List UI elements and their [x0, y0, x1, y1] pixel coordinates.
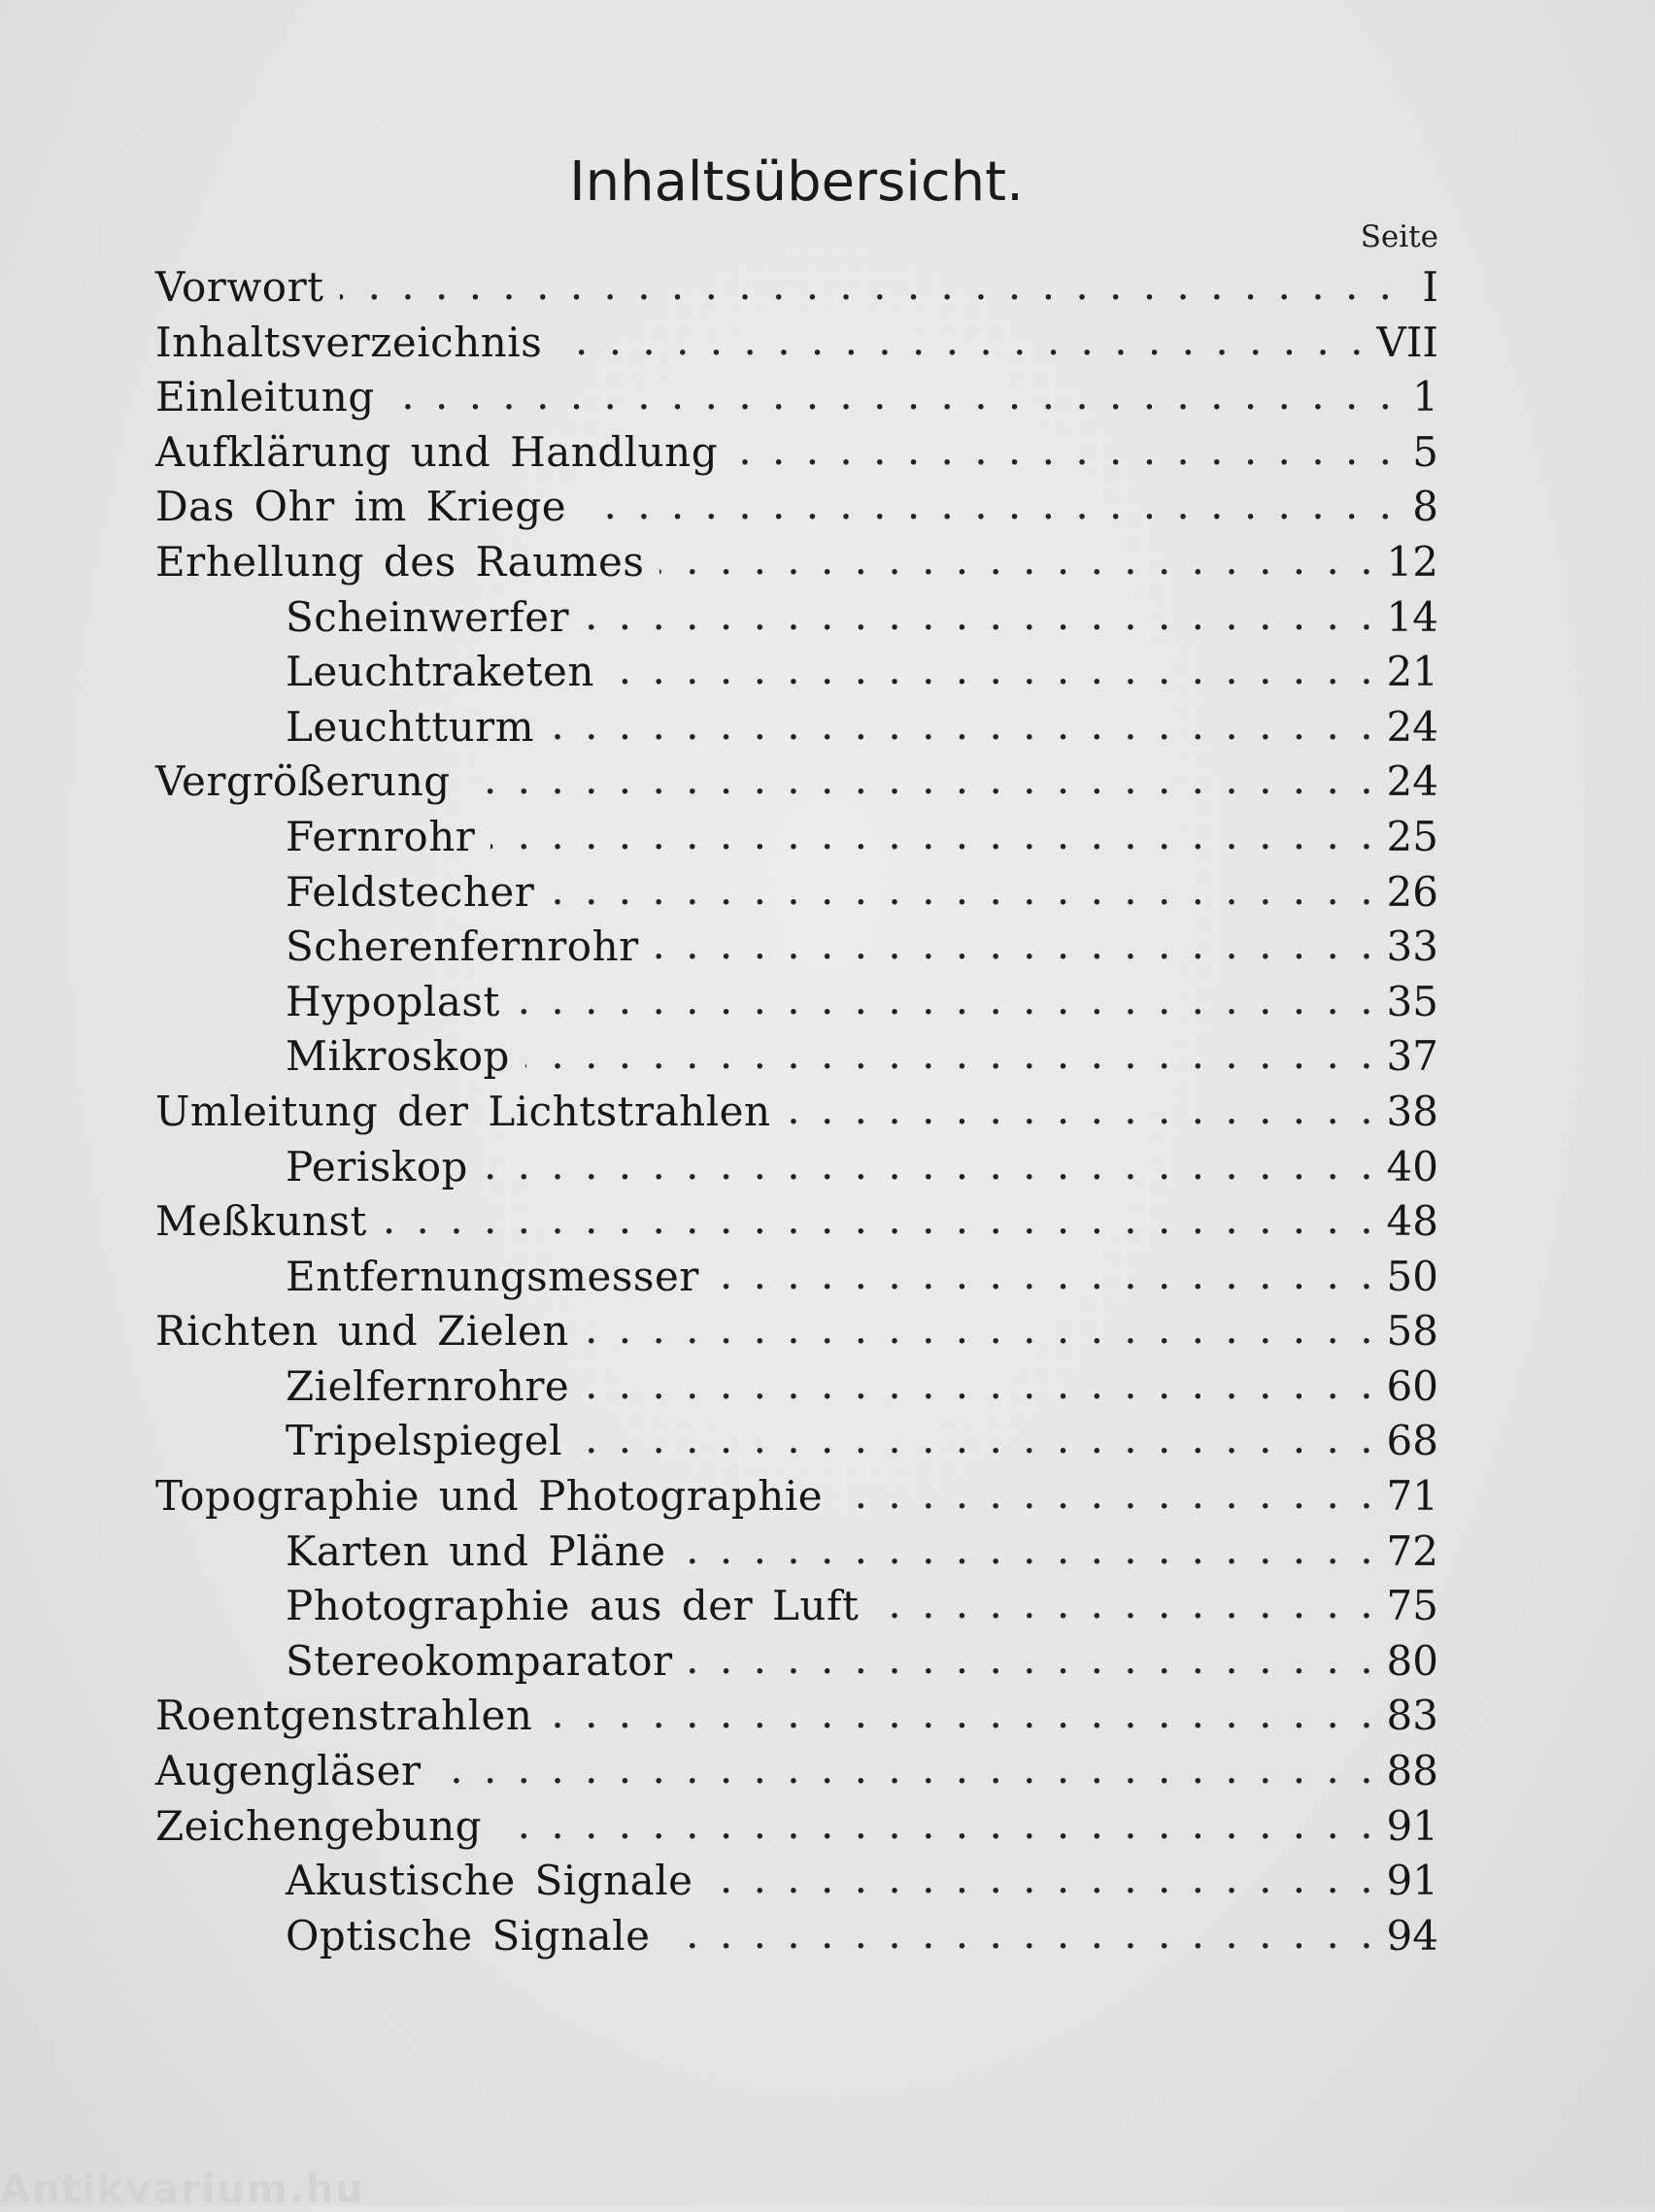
dot-leader — [787, 1083, 1377, 1138]
dot-leader — [655, 918, 1377, 973]
toc-entry-label: Stereokomparator — [286, 1636, 673, 1685]
toc-subentry — [155, 1140, 1438, 1195]
toc-entry — [155, 754, 1438, 810]
toc-entry-page: 5 — [1412, 427, 1438, 476]
dot-leader — [659, 533, 1376, 588]
toc-entry-label: Aufklärung und Handlung — [155, 427, 719, 476]
toc-entry-page: I — [1422, 263, 1438, 311]
toc-entry-page: 25 — [1386, 812, 1438, 860]
dot-leader — [550, 863, 1376, 919]
toc-entry-label: Leuchtturm — [286, 702, 535, 751]
toc-subentry — [155, 920, 1438, 975]
toc-entry-label: Vergrößerung — [155, 757, 451, 806]
toc-entry-label: Einleitung — [155, 373, 375, 421]
dot-leader — [610, 643, 1377, 698]
dot-leader — [582, 478, 1396, 533]
toc-entry-label: Photographie aus der Luft — [286, 1582, 860, 1630]
toc-entry — [155, 1799, 1438, 1855]
dot-leader — [665, 1907, 1376, 1962]
toc-entry-label: Scheinwerfer — [286, 592, 570, 641]
toc-entry-label: Entfernungsmesser — [286, 1252, 699, 1300]
toc-entry-label: Vorwort — [155, 263, 324, 311]
toc-subentry — [155, 1634, 1438, 1690]
toc-entry-label: Karten und Pläne — [286, 1526, 666, 1575]
toc-entry — [155, 535, 1438, 590]
dot-leader — [550, 698, 1376, 754]
toc-subentry — [155, 700, 1438, 755]
toc-entry-page: 71 — [1386, 1472, 1438, 1521]
toc-entry-page: 88 — [1386, 1747, 1438, 1795]
dot-leader — [585, 1302, 1377, 1357]
toc-entry-page: VII — [1376, 318, 1438, 366]
dot-leader — [340, 258, 1396, 314]
toc-entry-label: Akustische Signale — [286, 1857, 693, 1905]
toc-entry-page: 26 — [1386, 867, 1438, 916]
toc-entry — [155, 1304, 1438, 1359]
toc-subentry — [155, 810, 1438, 865]
toc-entry-label: Tripelspiegel — [286, 1417, 563, 1465]
toc-entry — [155, 1469, 1438, 1525]
toc-entry-label: Optische Signale — [286, 1911, 651, 1960]
dot-leader — [490, 808, 1376, 863]
toc-entry-label: Topographie und Photographie — [155, 1472, 824, 1521]
dot-leader — [557, 314, 1367, 369]
dot-leader — [497, 1797, 1376, 1853]
toc-entry-page: 21 — [1386, 648, 1438, 696]
dot-leader — [715, 1248, 1377, 1303]
toc-subentry — [155, 590, 1438, 646]
dot-leader — [709, 1852, 1377, 1907]
toc-entry-page: 91 — [1386, 1857, 1438, 1905]
toc-entry-page: 48 — [1386, 1197, 1438, 1246]
toc-entry-page: 58 — [1386, 1307, 1438, 1356]
toc-entry-page: 1 — [1412, 373, 1438, 421]
toc-entry — [155, 1085, 1438, 1140]
toc-entry-page: 40 — [1386, 1142, 1438, 1190]
toc-entry-label: Zeichengebung — [155, 1801, 483, 1850]
dot-leader — [689, 1632, 1377, 1688]
toc-entry-label: Augengläser — [155, 1747, 422, 1795]
toc-entry-page: 50 — [1386, 1252, 1438, 1300]
toc-entry — [155, 1689, 1438, 1744]
toc-entry-page: 72 — [1386, 1526, 1438, 1575]
toc-entry-page: 33 — [1386, 922, 1438, 971]
toc-entry — [155, 1194, 1438, 1250]
toc-entry-label: Erhellung des Raumes — [155, 537, 645, 586]
toc-entry — [155, 1744, 1438, 1799]
toc-subentry — [155, 1525, 1438, 1580]
toc-entry-label: Hypoplast — [286, 977, 500, 1025]
toc-entry-page: 91 — [1386, 1801, 1438, 1850]
toc-subentry — [155, 975, 1438, 1030]
dot-leader — [383, 1192, 1377, 1248]
toc-entry-page: 24 — [1386, 757, 1438, 806]
page-column-header: Seite — [1360, 219, 1438, 254]
toc-subentry — [155, 1250, 1438, 1305]
toc-entry-label: Meßkunst — [155, 1197, 367, 1246]
toc-entry-page: 60 — [1386, 1361, 1438, 1410]
toc-entry — [155, 316, 1438, 371]
toc-entry-page: 35 — [1386, 977, 1438, 1025]
toc-subentry — [155, 1359, 1438, 1415]
toc-subentry — [155, 1909, 1438, 1964]
toc-entry — [155, 260, 1438, 316]
toc-subentry — [155, 645, 1438, 700]
toc-entry-page: 38 — [1386, 1087, 1438, 1135]
dot-leader — [390, 368, 1396, 423]
dot-leader — [466, 753, 1377, 808]
toc-entry-label: Feldstecher — [286, 867, 535, 916]
watermark: Antikvarium.hu — [0, 2167, 365, 2212]
toc-entry-page: 83 — [1386, 1692, 1438, 1740]
page-title: Inhaltsübersicht. — [569, 151, 1024, 214]
toc-subentry — [155, 1579, 1438, 1634]
toc-entry-page: 75 — [1386, 1582, 1438, 1630]
dot-leader — [578, 1412, 1376, 1467]
toc-entry-page: 94 — [1386, 1911, 1438, 1960]
toc-entry-page: 37 — [1386, 1032, 1438, 1081]
dot-leader — [548, 1687, 1376, 1742]
dot-leader — [838, 1467, 1376, 1523]
toc-entry-label: Mikroskop — [286, 1032, 510, 1081]
toc-entry — [155, 370, 1438, 425]
table-of-contents — [155, 260, 1438, 1963]
dot-leader — [682, 1523, 1377, 1578]
toc-entry-label: Leuchtraketen — [286, 648, 594, 696]
toc-entry-label: Zielfernrohre — [286, 1361, 570, 1410]
toc-entry — [155, 425, 1438, 481]
toc-subentry — [155, 1854, 1438, 1909]
toc-entry-label: Richten und Zielen — [155, 1307, 569, 1356]
toc-entry-label: Periskop — [286, 1142, 468, 1190]
toc-entry-label: Roentgenstrahlen — [155, 1692, 533, 1740]
toc-entry-page: 8 — [1412, 483, 1438, 531]
toc-entry-label: Das Ohr im Kriege — [155, 483, 567, 531]
dot-leader — [437, 1742, 1377, 1797]
dot-leader — [484, 1138, 1377, 1193]
toc-entry-label: Inhaltsverzeichnis — [155, 318, 543, 366]
toc-subentry — [155, 1029, 1438, 1085]
toc-entry-page: 80 — [1386, 1636, 1438, 1685]
toc-entry-page: 68 — [1386, 1417, 1438, 1465]
toc-entry-label: Umleitung der Lichtstrahlen — [155, 1087, 771, 1135]
toc-subentry — [155, 1414, 1438, 1469]
dot-leader — [585, 588, 1377, 644]
toc-entry-page: 14 — [1386, 592, 1438, 641]
toc-entry — [155, 480, 1438, 535]
dot-leader — [525, 1027, 1377, 1083]
dot-leader — [516, 973, 1377, 1028]
dot-leader — [585, 1357, 1376, 1413]
toc-entry-label: Scherenfernrohr — [286, 922, 639, 971]
dot-leader — [733, 423, 1396, 479]
dot-leader — [874, 1577, 1376, 1632]
toc-entry-page: 12 — [1386, 537, 1438, 586]
toc-subentry — [155, 865, 1438, 921]
toc-entry-page: 24 — [1386, 702, 1438, 751]
toc-entry-label: Fernrohr — [286, 812, 476, 860]
